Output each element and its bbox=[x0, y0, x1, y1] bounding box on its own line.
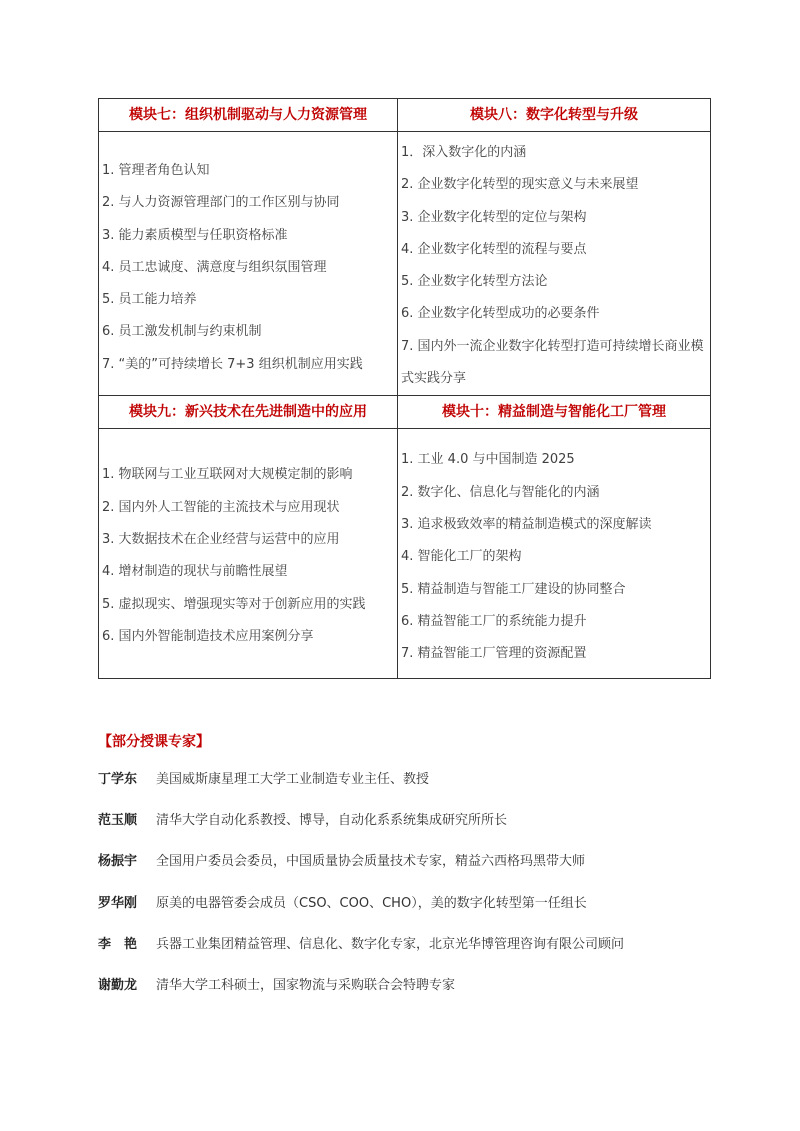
list-item: 3. 追求极致效率的精益制造模式的深度解读 bbox=[401, 516, 652, 532]
list-item: 5. 精益制造与智能工厂建设的协同整合 bbox=[401, 581, 626, 597]
expert-row bbox=[98, 974, 738, 998]
list-item: 3. 大数据技术在企业经营与运营中的应用 bbox=[102, 531, 340, 547]
list-item: 2. 企业数字化转型的现实意义与未来展望 bbox=[401, 177, 639, 193]
expert-description: 清华大学工科硕士，国家物流与采购联合会特聘专家 bbox=[156, 977, 456, 993]
expert-name: 谢勤龙 bbox=[98, 977, 138, 993]
expert-name: 范玉顺 bbox=[98, 813, 138, 829]
list-item: 7. “美的”可持续增长 7+3 组织机制应用实践 bbox=[102, 356, 363, 372]
expert-name: 李 艳 bbox=[98, 936, 138, 952]
expert-description: 原美的电器管委会成员（CSO、COO、CHO），美的数字化转型第一任组长 bbox=[156, 895, 587, 911]
table-row bbox=[99, 396, 711, 429]
list-item: 6. 员工激发机制与约束机制 bbox=[102, 324, 262, 340]
module-table bbox=[98, 98, 711, 679]
list-item: 6. 国内外智能制造技术应用案例分享 bbox=[102, 628, 314, 644]
list-item: 1. 物联网与工业互联网对大规模定制的影响 bbox=[102, 467, 353, 483]
list-item: 2. 数字化、信息化与智能化的内涵 bbox=[401, 484, 600, 500]
expert-name: 丁学东 bbox=[98, 772, 138, 787]
expert-name: 杨振宇 bbox=[98, 854, 138, 870]
list-item: 5. 员工能力培养 bbox=[102, 292, 197, 308]
experts-heading: 【部分授课专家】 bbox=[98, 734, 210, 750]
experts-section bbox=[98, 730, 738, 1015]
expert-description: 全国用户委员会委员，中国质量协会质量技术专家，精益六西格玛黑带大师 bbox=[156, 854, 586, 870]
list-item: 7. 国内外一流企业数字化转型打造可持续增长商业模式实践分享 bbox=[401, 338, 704, 387]
list-item: 4. 员工忠诚度、满意度与组织氛围管理 bbox=[102, 259, 327, 275]
module-9-items bbox=[99, 459, 397, 653]
table-row bbox=[99, 132, 711, 396]
module-8-body bbox=[398, 132, 711, 396]
module-7-items bbox=[99, 155, 397, 381]
expert-description: 清华大学自动化系教授、博导，自动化系系统集成研究所所长 bbox=[156, 813, 508, 829]
list-item: 2. 国内外人工智能的主流技术与应用现状 bbox=[102, 499, 340, 515]
list-item: 1. 工业 4.0 与中国制造 2025 bbox=[401, 452, 575, 468]
module-7-body bbox=[99, 132, 398, 396]
list-item: 7. 精益智能工厂管理的资源配置 bbox=[401, 646, 587, 662]
expert-row bbox=[98, 809, 738, 833]
module-9-body bbox=[99, 429, 398, 679]
module-10-title: 模块十：精益制造与智能化工厂管理 bbox=[398, 396, 711, 429]
module-9-title: 模块九：新兴技术在先进制造中的应用 bbox=[99, 396, 398, 429]
list-item: 4. 智能化工厂的架构 bbox=[401, 549, 522, 565]
module-7-title: 模块七：组织机制驱动与人力资源管理 bbox=[99, 99, 398, 132]
table-row bbox=[99, 429, 711, 679]
expert-row bbox=[98, 850, 738, 874]
module-8-items bbox=[398, 137, 710, 395]
list-item: 4. 增材制造的现状与前瞻性展望 bbox=[102, 564, 288, 580]
table-row bbox=[99, 99, 711, 132]
expert-row bbox=[98, 933, 738, 957]
module-10-items bbox=[398, 444, 710, 670]
list-item: 1．深入数字化的内涵 bbox=[401, 145, 527, 160]
module-8-title: 模块八：数字化转型与升级 bbox=[398, 99, 711, 132]
module-10-body bbox=[398, 429, 711, 679]
list-item: 6. 精益智能工厂的系统能力提升 bbox=[401, 613, 587, 629]
list-item: 3. 企业数字化转型的定位与架构 bbox=[401, 209, 587, 225]
expert-description: 美国威斯康星理工大学工业制造专业主任、教授 bbox=[156, 772, 430, 787]
list-item: 1. 管理者角色认知 bbox=[102, 163, 210, 178]
list-item: 3. 能力素质模型与任职资格标准 bbox=[102, 227, 288, 243]
expert-row bbox=[98, 892, 738, 916]
list-item: 4. 企业数字化转型的流程与要点 bbox=[401, 241, 587, 257]
expert-row bbox=[98, 768, 738, 792]
list-item: 5. 虚拟现实、增强现实等对于创新应用的实践 bbox=[102, 596, 366, 612]
list-item: 5. 企业数字化转型方法论 bbox=[401, 274, 548, 290]
expert-name: 罗华刚 bbox=[98, 895, 138, 911]
list-item: 6. 企业数字化转型成功的必要条件 bbox=[401, 306, 600, 322]
list-item: 2. 与人力资源管理部门的工作区别与协同 bbox=[102, 195, 340, 211]
expert-description: 兵器工业集团精益管理、信息化、数字化专家，北京光华博管理咨询有限公司顾问 bbox=[156, 936, 625, 952]
